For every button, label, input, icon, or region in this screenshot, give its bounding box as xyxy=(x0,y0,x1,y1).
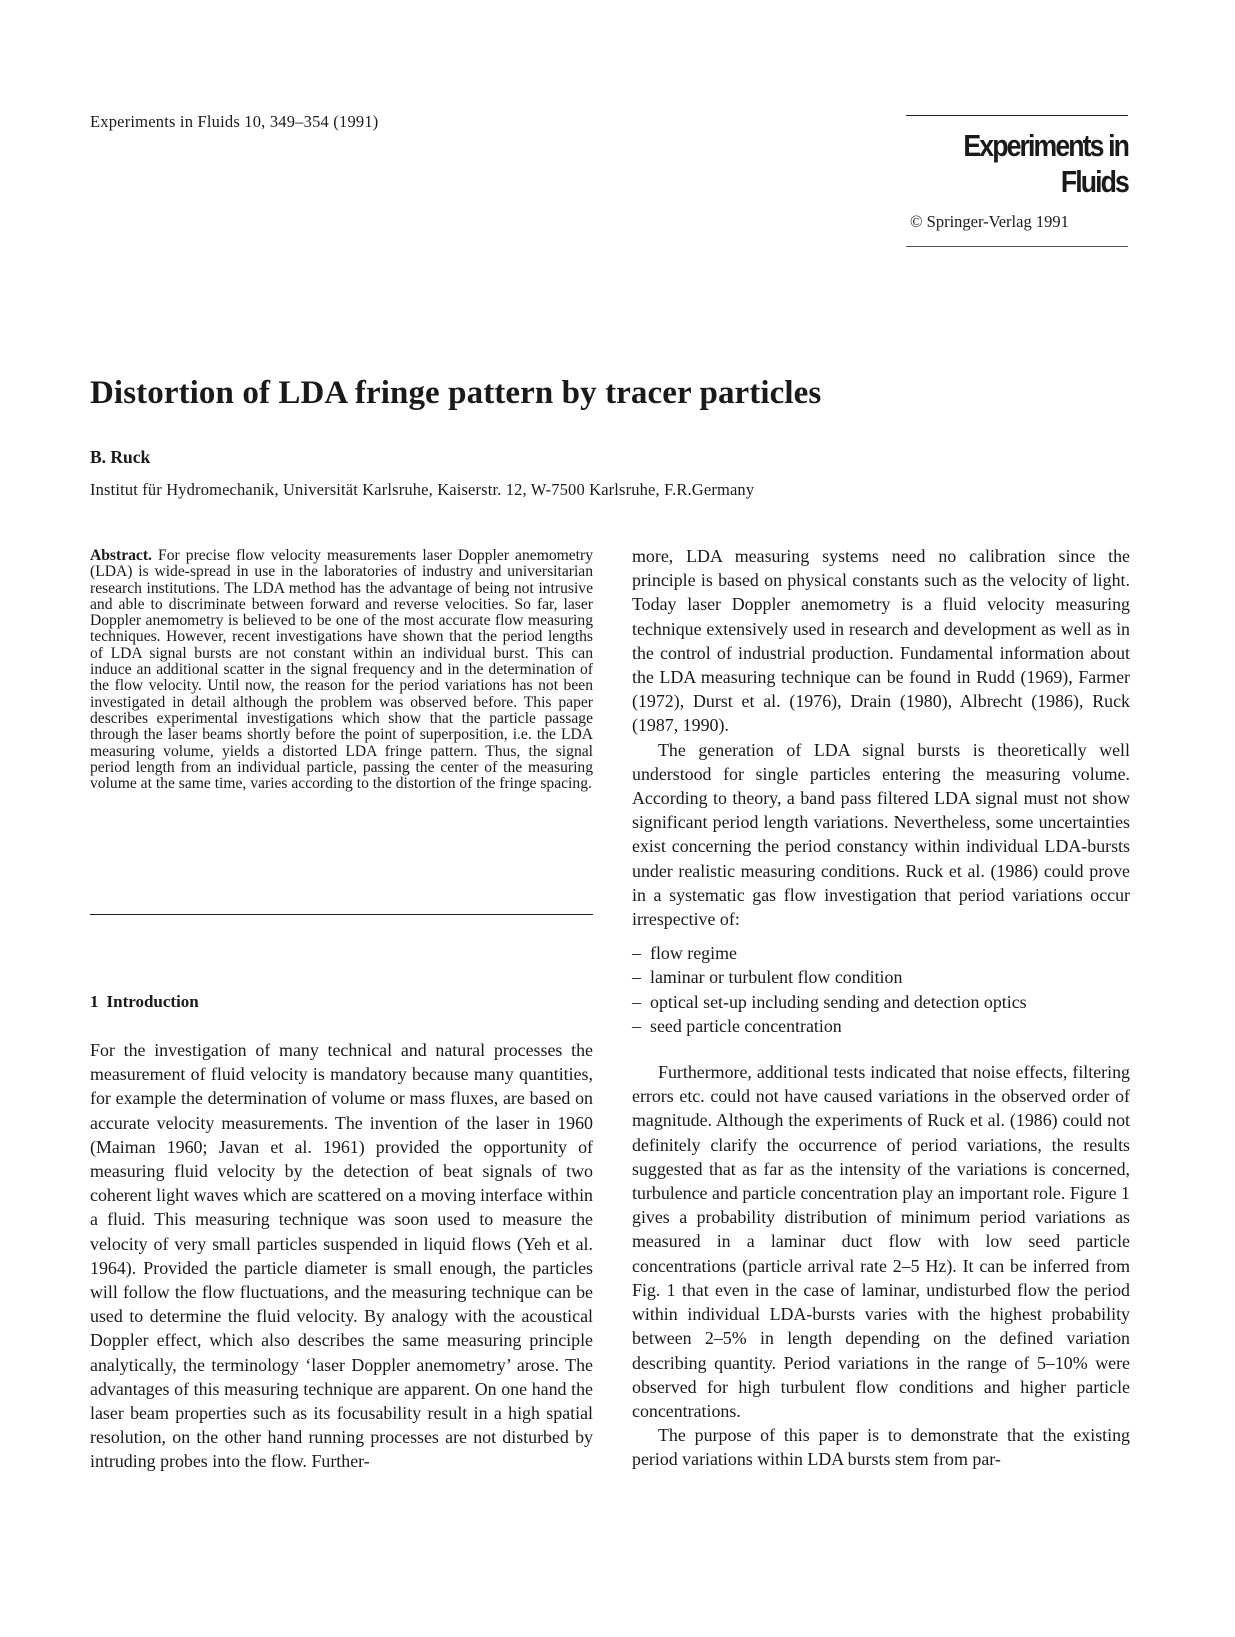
condition-list xyxy=(632,941,1130,1038)
article-author: B. Ruck xyxy=(90,447,151,467)
body-paragraph: The purpose of this paper is to demonstrate that the existing period variations within LDA bursts stem from par- xyxy=(632,1425,1130,1470)
masthead-bottom-rule xyxy=(906,246,1128,247)
abstract-text: For precise flow velocity measurements laser Doppler anemometry (LDA) is wide-spread in use in the laboratories of industry and universitarian research institutions. The LDA method has the advantage of being not intrusive and able to discriminate between forward and reverse velocities. So far, laser Doppler anemometry is believed to be one of the most accurate flow measuring techniques. However, recent investigations have shown that the period lengths of LDA signal bursts are not constant within an individual burst. This can induce an additional scatter in the signal frequency and in the determination of the flow velocity. Until now, the reason for the period variations has not been investigated in detail although the problem was observed before. This paper describes experimental investigations which show that the particle passage through the laser beams shortly before the point of superposition, i.e. the LDA measuring volume, yields a distorted LDA fringe pattern. Thus, the signal period length from an individual particle, passing the center of the measuring volume at the same time, varies according to the distortion of the fringe spacing. xyxy=(90,547,593,793)
journal-name: Experiments in Fluids xyxy=(963,128,1128,199)
body-paragraph: For the investigation of many technical and natural processes the measurement of fluid velocity is mandatory because many quantities, for example the determination of volume or mass fluxes, are based on accurate velocity measurements. The invention of the laser in 1960 (Maiman 1960; Javan et al. 1961) provided the opportunity of measuring fluid velocity by the detection of beat signals of two coherent light waves which are scattered on a moving interface within a fluid. This measuring technique was soon used to measure the velocity of very small particles suspended in liquid flows (Yeh et al. 1964). Provided the particle diameter is small enough, the particles will follow the flow fluctuations, and the measuring technique can be used to determine the fluid velocity. By analogy with the acoustical Doppler effect, which also describes the same measuring principle analytically, the terminology ‘laser Doppler anemometry’ arose. The advantages of this measuring technique are apparent. On one hand the laser beam properties such as its focusability result in a high spatial resolution, on the other hand running processes are not disturbed by intruding probes into the flow. Further- xyxy=(90,1040,593,1472)
masthead-top-rule xyxy=(906,115,1128,116)
abstract-divider xyxy=(90,914,593,915)
list-item: – flow regime xyxy=(632,941,1130,965)
body-paragraph: Furthermore, additional tests indicated that noise effects, filtering errors etc. could not have caused variations in the observed order of magnitude. Although the experiments of Ruck et al. (1986) could not definitely clarify the occurrence of period variations, the results suggested that as far as the intensity of the variations is concerned, turbulence and particle concentration play an important role. Figure 1 gives a probability distribution of minimum period variations as measured in a laminar duct flow with low seed particle concentrations (particle arrival rate 2–5 Hz). It can be inferred from Fig. 1 that even in the case of laminar, undisturbed flow the period within individual LDA-bursts varies with the highest probability between 2–5% in length depending on the defined variation describing quantity. Period variations in the range of 5–10% were observed for high turbulent flow conditions and higher particle concentrations. xyxy=(632,1062,1130,1421)
copyright-notice: © Springer-Verlag 1991 xyxy=(910,212,1069,231)
list-item: – seed particle concentration xyxy=(632,1014,1130,1038)
list-item: – laminar or turbulent flow condition xyxy=(632,965,1130,989)
left-column xyxy=(90,1038,593,1474)
author-affiliation: Institut für Hydromechanik, Universität Karlsruhe, Kaiserstr. 12, W-7500 Karlsruhe, F.R.Germany xyxy=(90,480,755,499)
journal-masthead xyxy=(906,115,1128,247)
journal-citation: Experiments in Fluids 10, 349–354 (1991) xyxy=(90,112,379,131)
abstract-label: Abstract. xyxy=(90,547,152,564)
section-number: 1 xyxy=(90,992,99,1011)
body-paragraph: The generation of LDA signal bursts is theoretically well understood for single particles entering the measuring volume. According to theory, a band pass filtered LDA signal must not show significant period length variations. Nevertheless, some uncertainties exist concerning the period constancy within individual LDA-bursts under realistic measuring conditions. Ruck et al. (1986) could prove in a systematic gas flow investigation that period variations occur irrespective of: xyxy=(632,739,1130,930)
right-column xyxy=(632,544,1130,1472)
list-item: – optical set-up including sending and detection optics xyxy=(632,990,1130,1014)
section-title: Introduction xyxy=(106,992,199,1011)
abstract xyxy=(90,548,593,792)
section-heading-introduction xyxy=(90,992,199,1012)
body-paragraph: more, LDA measuring systems need no calibration since the principle is based on physical constants such as the velocity of light. Today laser Doppler anemometry is a fluid velocity measuring technique extensively used in research and development as well as in the control of industrial production. Fundamental information about the LDA measuring technique can be found in Rudd (1969), Farmer (1972), Durst et al. (1976), Drain (1980), Albrecht (1986), Ruck (1987, 1990). xyxy=(632,546,1130,736)
article-title: Distortion of LDA fringe pattern by tracer particles xyxy=(90,375,822,411)
